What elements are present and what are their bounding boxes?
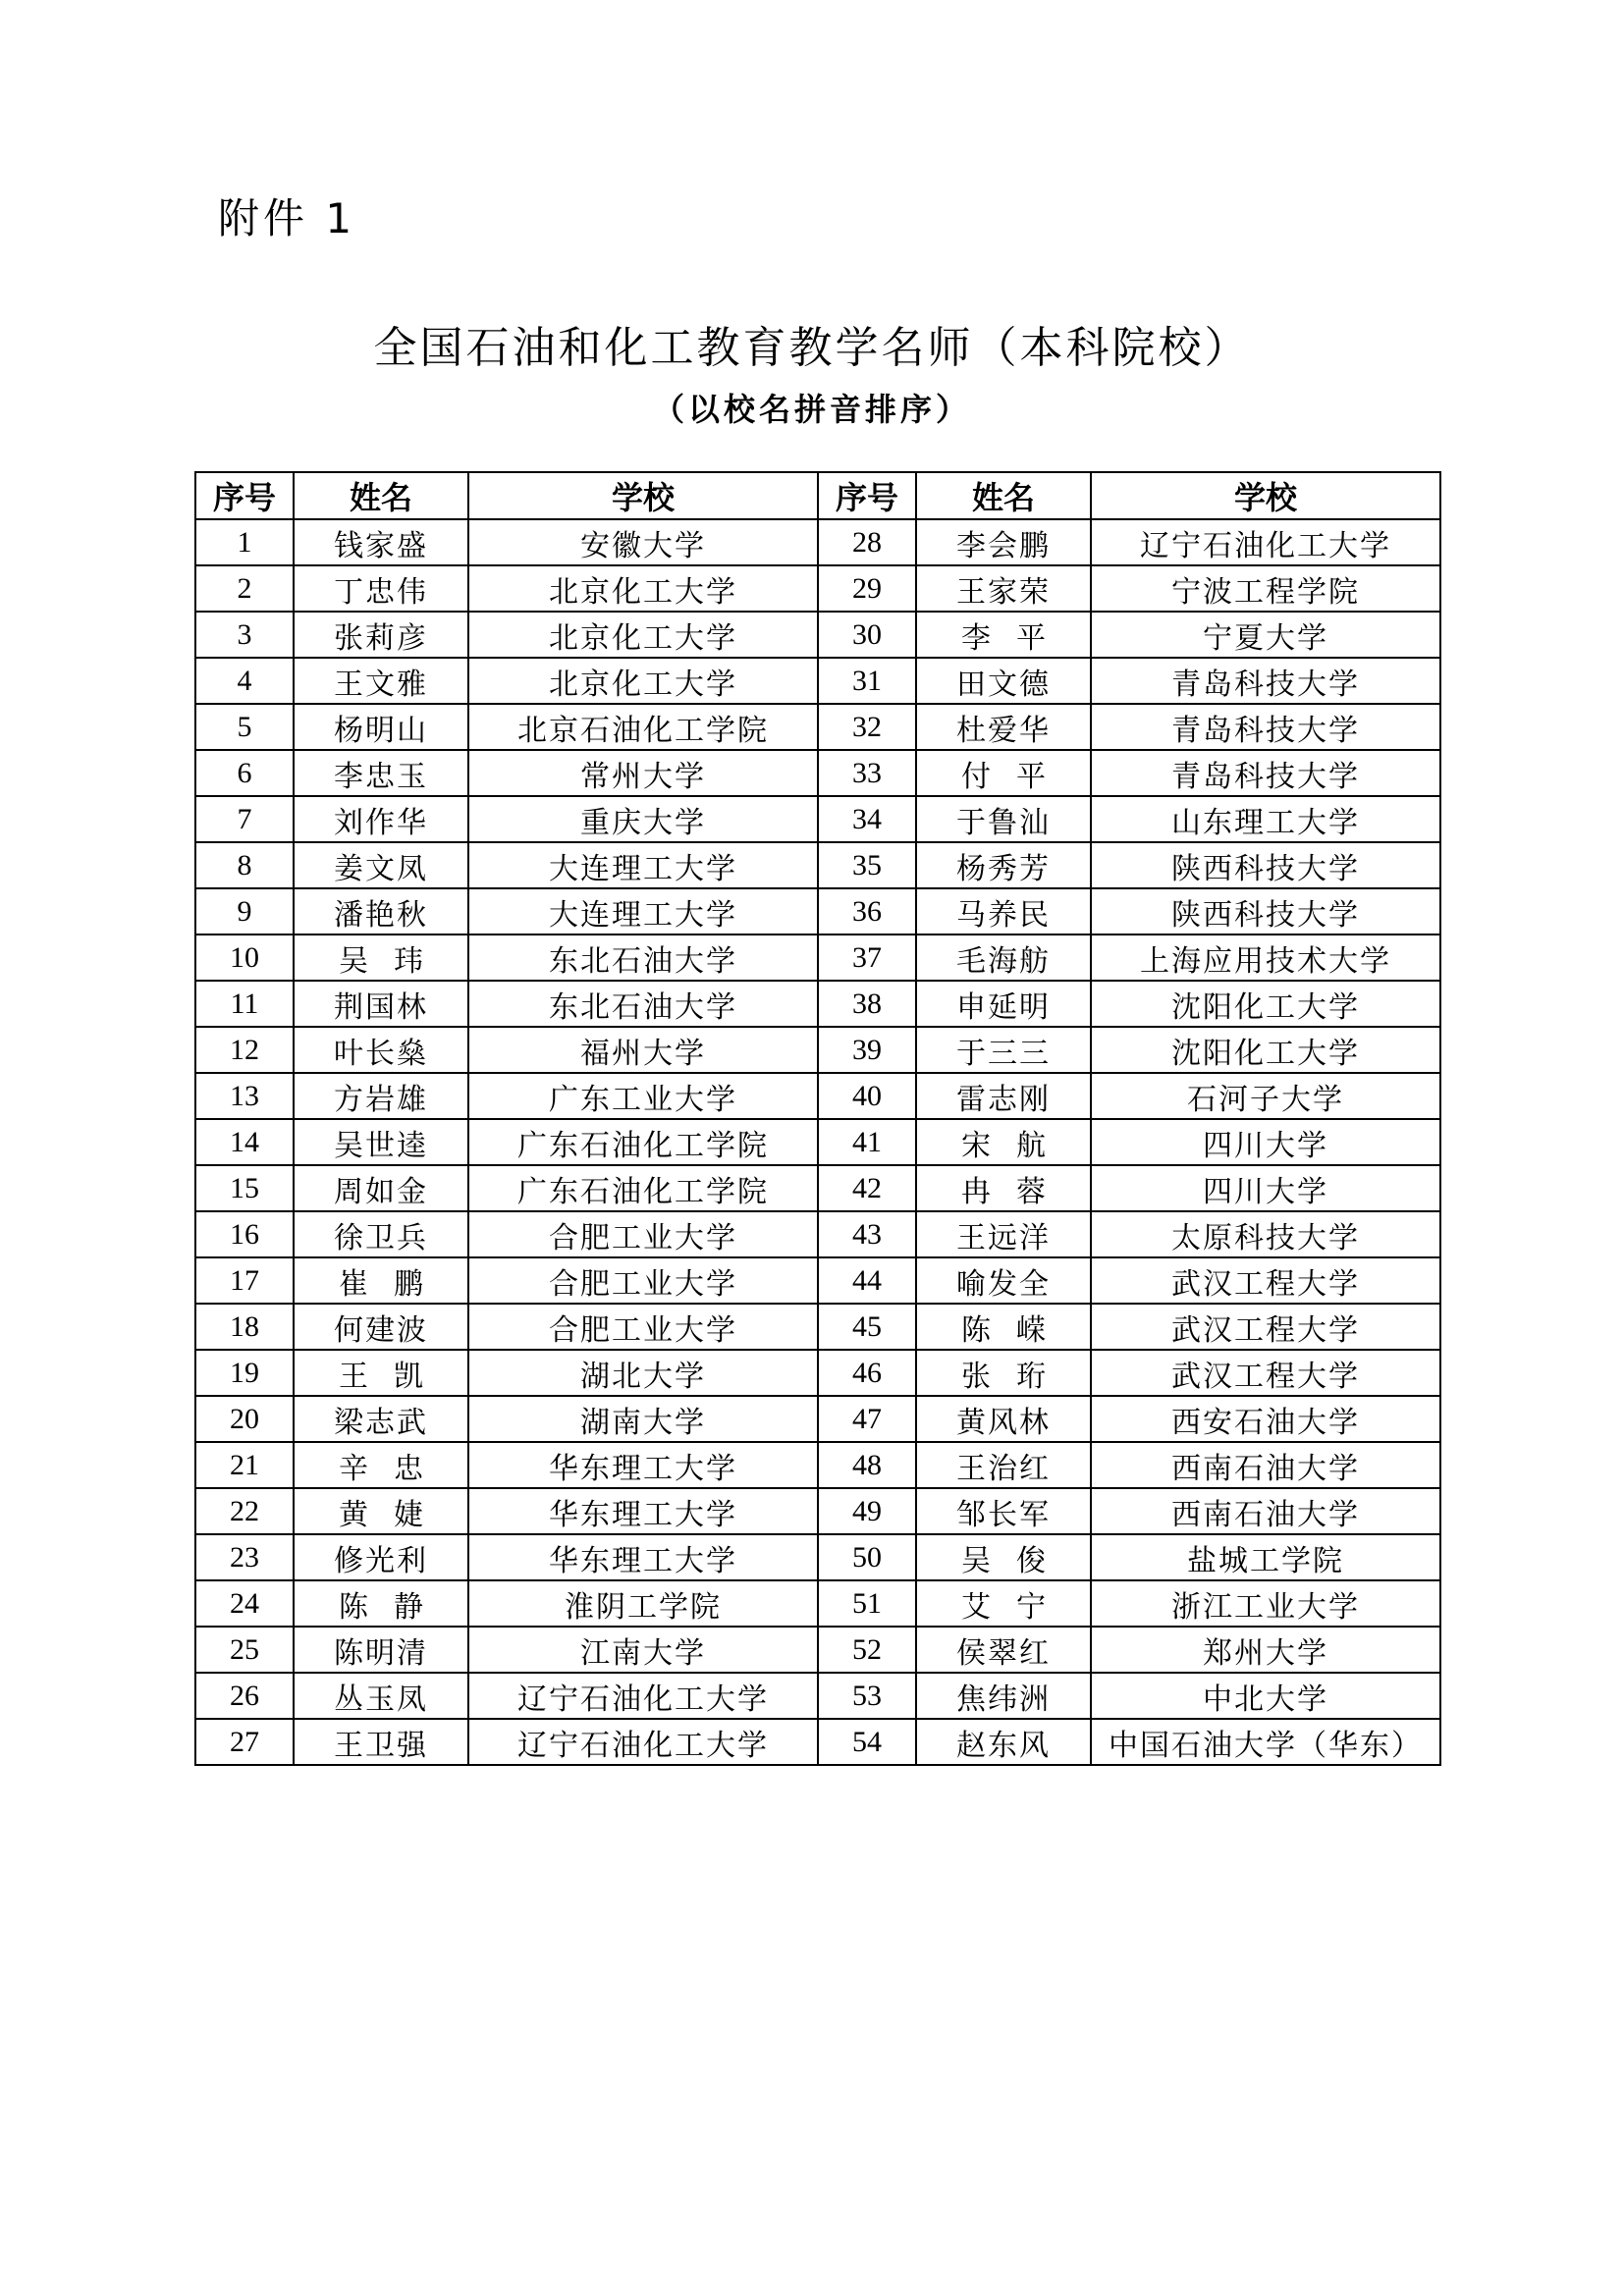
serial-cell: 30 <box>818 612 916 658</box>
school-cell: 青岛科技大学 <box>1091 750 1440 796</box>
school-cell: 浙江工业大学 <box>1091 1580 1440 1627</box>
serial-cell: 28 <box>818 519 916 565</box>
name-cell: 申延明 <box>916 981 1091 1027</box>
school-cell: 华东理工大学 <box>468 1442 818 1488</box>
name-cell: 荆国林 <box>294 981 468 1027</box>
name-cell: 于鲁汕 <box>916 796 1091 842</box>
table-row <box>195 1165 1440 1211</box>
table-row <box>195 1119 1440 1165</box>
serial-cell: 12 <box>195 1027 294 1073</box>
serial-cell: 39 <box>818 1027 916 1073</box>
table-row <box>195 565 1440 612</box>
school-cell: 辽宁石油化工大学 <box>468 1719 818 1765</box>
name-cell: 王凯 <box>294 1350 468 1396</box>
school-cell: 广东石油化工学院 <box>468 1165 818 1211</box>
name-cell: 侯翠红 <box>916 1627 1091 1673</box>
page-subtitle: （以校名拼音排序） <box>652 391 971 428</box>
school-cell: 宁夏大学 <box>1091 612 1440 658</box>
name-cell: 马养民 <box>916 888 1091 934</box>
name-cell: 徐卫兵 <box>294 1211 468 1257</box>
serial-cell: 40 <box>818 1073 916 1119</box>
name-cell: 周如金 <box>294 1165 468 1211</box>
school-cell: 福州大学 <box>468 1027 818 1073</box>
serial-cell: 44 <box>818 1257 916 1304</box>
school-cell: 北京化工大学 <box>468 612 818 658</box>
table-row <box>195 704 1440 750</box>
school-cell: 中北大学 <box>1091 1673 1440 1719</box>
school-cell: 陕西科技大学 <box>1091 888 1440 934</box>
serial-cell: 36 <box>818 888 916 934</box>
name-cell: 王治红 <box>916 1442 1091 1488</box>
table-row <box>195 1719 1440 1765</box>
serial-cell: 25 <box>195 1627 294 1673</box>
school-cell: 广东石油化工学院 <box>468 1119 818 1165</box>
serial-cell: 38 <box>818 981 916 1027</box>
school-cell: 沈阳化工大学 <box>1091 1027 1440 1073</box>
header-school-left: 学校 <box>468 472 818 519</box>
school-cell: 常州大学 <box>468 750 818 796</box>
serial-cell: 5 <box>195 704 294 750</box>
name-cell: 付平 <box>916 750 1091 796</box>
serial-cell: 21 <box>195 1442 294 1488</box>
table-row <box>195 934 1440 981</box>
table-row <box>195 981 1440 1027</box>
table-row <box>195 1488 1440 1534</box>
table-row <box>195 1580 1440 1627</box>
serial-cell: 31 <box>818 658 916 704</box>
serial-cell: 54 <box>818 1719 916 1765</box>
table-row <box>195 1442 1440 1488</box>
school-cell: 武汉工程大学 <box>1091 1350 1440 1396</box>
serial-cell: 7 <box>195 796 294 842</box>
serial-cell: 4 <box>195 658 294 704</box>
serial-cell: 37 <box>818 934 916 981</box>
table-row <box>195 612 1440 658</box>
name-cell: 艾宁 <box>916 1580 1091 1627</box>
serial-cell: 26 <box>195 1673 294 1719</box>
name-cell: 王文雅 <box>294 658 468 704</box>
name-cell: 雷志刚 <box>916 1073 1091 1119</box>
name-cell: 李会鹏 <box>916 519 1091 565</box>
school-cell: 青岛科技大学 <box>1091 658 1440 704</box>
name-cell: 于三三 <box>916 1027 1091 1073</box>
serial-cell: 27 <box>195 1719 294 1765</box>
school-cell: 郑州大学 <box>1091 1627 1440 1673</box>
name-cell: 赵东风 <box>916 1719 1091 1765</box>
name-cell: 姜文凤 <box>294 842 468 888</box>
school-cell: 辽宁石油化工大学 <box>468 1673 818 1719</box>
name-cell: 李忠玉 <box>294 750 468 796</box>
school-cell: 湖北大学 <box>468 1350 818 1396</box>
school-cell: 武汉工程大学 <box>1091 1304 1440 1350</box>
serial-cell: 48 <box>818 1442 916 1488</box>
serial-cell: 17 <box>195 1257 294 1304</box>
name-cell: 吴玮 <box>294 934 468 981</box>
name-cell: 张莉彦 <box>294 612 468 658</box>
table-row <box>195 1534 1440 1580</box>
serial-cell: 14 <box>195 1119 294 1165</box>
name-cell: 叶长燊 <box>294 1027 468 1073</box>
school-cell: 华东理工大学 <box>468 1534 818 1580</box>
school-cell: 东北石油大学 <box>468 981 818 1027</box>
serial-cell: 9 <box>195 888 294 934</box>
school-cell: 东北石油大学 <box>468 934 818 981</box>
table-row <box>195 888 1440 934</box>
school-cell: 西南石油大学 <box>1091 1442 1440 1488</box>
name-cell: 陈静 <box>294 1580 468 1627</box>
name-cell: 喻发全 <box>916 1257 1091 1304</box>
serial-cell: 53 <box>818 1673 916 1719</box>
name-cell: 焦纬洲 <box>916 1673 1091 1719</box>
name-cell: 毛海舫 <box>916 934 1091 981</box>
table-row <box>195 796 1440 842</box>
serial-cell: 19 <box>195 1350 294 1396</box>
school-cell: 山东理工大学 <box>1091 796 1440 842</box>
serial-cell: 24 <box>195 1580 294 1627</box>
serial-cell: 34 <box>818 796 916 842</box>
name-cell: 崔鹏 <box>294 1257 468 1304</box>
school-cell: 安徽大学 <box>468 519 818 565</box>
school-cell: 北京石油化工学院 <box>468 704 818 750</box>
serial-cell: 32 <box>818 704 916 750</box>
name-cell: 黄婕 <box>294 1488 468 1534</box>
name-cell: 何建波 <box>294 1304 468 1350</box>
school-cell: 华东理工大学 <box>468 1488 818 1534</box>
serial-cell: 51 <box>818 1580 916 1627</box>
name-cell: 潘艳秋 <box>294 888 468 934</box>
school-cell: 北京化工大学 <box>468 658 818 704</box>
school-cell: 宁波工程学院 <box>1091 565 1440 612</box>
name-cell: 刘作华 <box>294 796 468 842</box>
school-cell: 辽宁石油化工大学 <box>1091 519 1440 565</box>
serial-cell: 8 <box>195 842 294 888</box>
name-cell: 方岩雄 <box>294 1073 468 1119</box>
serial-cell: 13 <box>195 1073 294 1119</box>
name-cell: 张珩 <box>916 1350 1091 1396</box>
name-cell: 冉蓉 <box>916 1165 1091 1211</box>
school-cell: 合肥工业大学 <box>468 1304 818 1350</box>
name-cell: 梁志武 <box>294 1396 468 1442</box>
name-cell: 陈明清 <box>294 1627 468 1673</box>
school-cell: 陕西科技大学 <box>1091 842 1440 888</box>
header-name-right: 姓名 <box>916 472 1091 519</box>
serial-cell: 50 <box>818 1534 916 1580</box>
serial-cell: 3 <box>195 612 294 658</box>
school-cell: 中国石油大学（华东） <box>1091 1719 1440 1765</box>
serial-cell: 16 <box>195 1211 294 1257</box>
table-row <box>195 1073 1440 1119</box>
name-cell: 田文德 <box>916 658 1091 704</box>
name-cell: 王家荣 <box>916 565 1091 612</box>
serial-cell: 15 <box>195 1165 294 1211</box>
table-row <box>195 750 1440 796</box>
serial-cell: 20 <box>195 1396 294 1442</box>
serial-cell: 43 <box>818 1211 916 1257</box>
table-row <box>195 1257 1440 1304</box>
school-cell: 合肥工业大学 <box>468 1257 818 1304</box>
table-row <box>195 519 1440 565</box>
school-cell: 湖南大学 <box>468 1396 818 1442</box>
school-cell: 重庆大学 <box>468 796 818 842</box>
school-cell: 四川大学 <box>1091 1165 1440 1211</box>
name-cell: 杨明山 <box>294 704 468 750</box>
school-cell: 太原科技大学 <box>1091 1211 1440 1257</box>
school-cell: 合肥工业大学 <box>468 1211 818 1257</box>
school-cell: 四川大学 <box>1091 1119 1440 1165</box>
table-header-row <box>195 472 1440 519</box>
serial-cell: 52 <box>818 1627 916 1673</box>
school-cell: 上海应用技术大学 <box>1091 934 1440 981</box>
school-cell: 西安石油大学 <box>1091 1396 1440 1442</box>
serial-cell: 42 <box>818 1165 916 1211</box>
school-cell: 盐城工学院 <box>1091 1534 1440 1580</box>
school-cell: 武汉工程大学 <box>1091 1257 1440 1304</box>
school-cell: 大连理工大学 <box>468 888 818 934</box>
serial-cell: 10 <box>195 934 294 981</box>
table-row <box>195 1350 1440 1396</box>
school-cell: 北京化工大学 <box>468 565 818 612</box>
name-cell: 修光利 <box>294 1534 468 1580</box>
name-cell: 邹长军 <box>916 1488 1091 1534</box>
attachment-label: 附件 1 <box>218 194 356 242</box>
serial-cell: 46 <box>818 1350 916 1396</box>
table-row <box>195 1304 1440 1350</box>
name-cell: 吴俊 <box>916 1534 1091 1580</box>
name-cell: 丛玉凤 <box>294 1673 468 1719</box>
school-cell: 石河子大学 <box>1091 1073 1440 1119</box>
school-cell: 广东工业大学 <box>468 1073 818 1119</box>
serial-cell: 22 <box>195 1488 294 1534</box>
name-cell: 陈嵘 <box>916 1304 1091 1350</box>
table-row <box>195 1027 1440 1073</box>
name-cell: 黄风林 <box>916 1396 1091 1442</box>
serial-cell: 33 <box>818 750 916 796</box>
serial-cell: 49 <box>818 1488 916 1534</box>
school-cell: 大连理工大学 <box>468 842 818 888</box>
serial-cell: 45 <box>818 1304 916 1350</box>
name-cell: 辛忠 <box>294 1442 468 1488</box>
serial-cell: 18 <box>195 1304 294 1350</box>
name-cell: 丁忠伟 <box>294 565 468 612</box>
serial-cell: 1 <box>195 519 294 565</box>
serial-cell: 23 <box>195 1534 294 1580</box>
serial-cell: 47 <box>818 1396 916 1442</box>
school-cell: 江南大学 <box>468 1627 818 1673</box>
school-cell: 青岛科技大学 <box>1091 704 1440 750</box>
serial-cell: 11 <box>195 981 294 1027</box>
name-cell: 李平 <box>916 612 1091 658</box>
name-cell: 杨秀芳 <box>916 842 1091 888</box>
serial-cell: 6 <box>195 750 294 796</box>
table-body <box>195 519 1440 1765</box>
table-row <box>195 1211 1440 1257</box>
name-cell: 王远洋 <box>916 1211 1091 1257</box>
name-cell: 钱家盛 <box>294 519 468 565</box>
serial-cell: 35 <box>818 842 916 888</box>
name-cell: 吴世逵 <box>294 1119 468 1165</box>
table-row <box>195 1673 1440 1719</box>
header-serial-right: 序号 <box>818 472 916 519</box>
name-cell: 宋航 <box>916 1119 1091 1165</box>
name-cell: 杜爱华 <box>916 704 1091 750</box>
school-cell: 西南石油大学 <box>1091 1488 1440 1534</box>
table-row <box>195 658 1440 704</box>
table-row <box>195 842 1440 888</box>
table-row <box>195 1396 1440 1442</box>
serial-cell: 41 <box>818 1119 916 1165</box>
serial-cell: 29 <box>818 565 916 612</box>
header-school-right: 学校 <box>1091 472 1440 519</box>
page-title: 全国石油和化工教育教学名师（本科院校） <box>373 323 1251 373</box>
header-name-left: 姓名 <box>294 472 468 519</box>
school-cell: 沈阳化工大学 <box>1091 981 1440 1027</box>
table-row <box>195 1627 1440 1673</box>
school-cell: 淮阴工学院 <box>468 1580 818 1627</box>
name-cell: 王卫强 <box>294 1719 468 1765</box>
teacher-roster-table <box>194 471 1441 1766</box>
serial-cell: 2 <box>195 565 294 612</box>
header-serial-left: 序号 <box>195 472 294 519</box>
